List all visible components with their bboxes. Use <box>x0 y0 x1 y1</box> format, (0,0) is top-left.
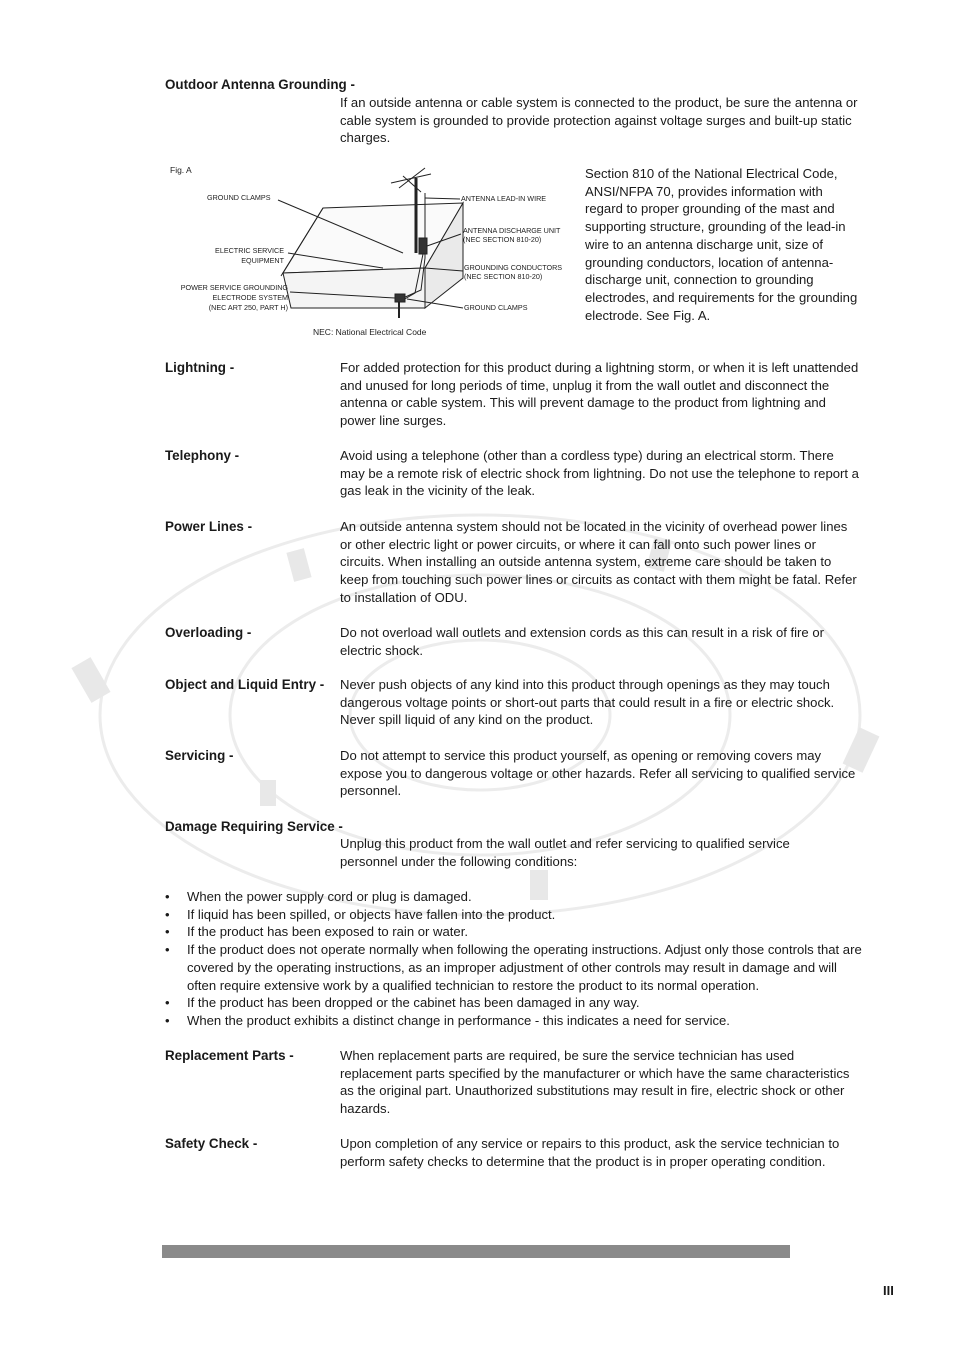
list-item: • If the product has been dropped or the cabinet has been damaged in any way. <box>165 994 865 1012</box>
footer-bar <box>162 1245 790 1258</box>
overloading-heading: Overloading - <box>165 625 252 640</box>
overloading-text: Do not overload wall outlets and extension cords as this can result in a risk of fire or electric shock. <box>340 625 824 658</box>
list-item: • If the product has been exposed to rain or water. <box>165 923 865 941</box>
label-antenna-lead: ANTENNA LEAD-IN WIRE <box>461 194 547 203</box>
damage-conditions-list <box>165 888 865 1030</box>
object-liquid-heading: Object and Liquid Entry - <box>165 677 325 692</box>
label-electric-service-2: EQUIPMENT <box>241 256 284 265</box>
safety-check-heading: Safety Check - <box>165 1136 258 1151</box>
damage-heading: Damage Requiring Service - <box>165 819 343 834</box>
label-discharge-2: (NEC SECTION 810-20) <box>463 235 542 244</box>
object-liquid-text: Never push objects of any kind into this product through openings as they may touch dangerous voltage points or short-out parts that could result in a fire or electric shock. Never spill liquid of any kind on the product. <box>340 677 835 728</box>
nec-caption: NEC: National Electrical Code <box>313 327 427 337</box>
lightning-heading: Lightning - <box>165 360 235 375</box>
damage-text: Unplug this product from the wall outlet and refer servicing to qualified service personnel under the following conditions: <box>340 836 790 869</box>
label-power-service-3: (NEC ART 250, PART H) <box>208 303 288 312</box>
telephony-heading: Telephony - <box>165 448 240 463</box>
label-discharge-1: ANTENNA DISCHARGE UNIT <box>463 226 561 235</box>
label-power-service-2: ELECTRODE SYSTEM <box>212 293 288 302</box>
antenna-grounding-diagram <box>163 158 581 344</box>
servicing-heading: Servicing - <box>165 748 234 763</box>
list-item: • When the product exhibits a distinct change in performance - this indicates a need for service. <box>165 1012 865 1030</box>
telephony-text: Avoid using a telephone (other than a cordless type) during an electrical storm. There may be a remote risk of electric shock from lightning. Do not use the telephone to report a gas leak in the vicinity of the leak. <box>340 448 859 499</box>
label-electric-service-1: ELECTRIC SERVICE <box>215 246 284 255</box>
list-item: • If the product does not operate normally when following the operating instructions. Adjust only those controls that are covered by the operating instructions, as an improper adjustment of other controls may result in damage and will often require extensive work by a qualified technician to restore the product to its normal operation. <box>165 941 865 994</box>
list-item: • If liquid has been spilled, or objects have fallen into the product. <box>165 906 865 924</box>
power-lines-text: An outside antenna system should not be located in the vicinity of overhead power lines or other electric light or power circuits, or where it can fall onto such power lines or circuits. When installing an outside antenna system, extreme care should be taken to keep from touching such power lines or circuits as contact with them might be fatal. Refer to installation of ODU. <box>340 519 857 605</box>
page-number: III <box>883 1283 894 1298</box>
replacement-parts-text: When replacement parts are required, be sure the service technician has used replacement parts specified by the manufacturer or which have the same characteristics as the original part. Unauthorized substitutions may result in fire, electric shock or other hazards. <box>340 1048 850 1117</box>
label-ground-clamps-top: GROUND CLAMPS <box>207 193 271 202</box>
figure-note: Section 810 of the National Electrical Code, ANSI/NFPA 70, provides information with regard to proper grounding of the mast and supporting structure, grounding of the lead-in wire to an antenna discharge unit, size of grounding conductors, location of antenna-discharge unit, connection to grounding electrodes, and requirements for the grounding electrode. See Fig. A. <box>585 166 858 323</box>
servicing-text: Do not attempt to service this product yourself, as opening or removing covers may expose you to dangerous voltage or other hazards. Refer all servicing to qualified service personnel. <box>340 748 856 799</box>
safety-check-text: Upon completion of any service or repairs to this product, ask the service technician to perform safety checks to determine that the product is in proper operating condition. <box>340 1136 840 1169</box>
label-ground-clamps-bottom: GROUND CLAMPS <box>464 303 528 312</box>
replacement-parts-heading: Replacement Parts - <box>165 1048 294 1063</box>
label-power-service-1: POWER SERVICE GROUNDING <box>180 283 288 292</box>
lightning-text: For added protection for this product during a lightning storm, or when it is left unattended and unused for long periods of time, unplug it from the wall outlet and disconnect the antenna or cable system. This will prevent damage to the product from lightning and power line surges. <box>340 360 859 429</box>
outdoor-antenna-text: If an outside antenna or cable system is connected to the product, be sure the antenna or cable system is grounded to provide protection against voltage surges and built-up static charges. <box>340 95 858 146</box>
label-grounding-cond-1: GROUNDING CONDUCTORS <box>464 263 563 272</box>
label-grounding-cond-2: (NEC SECTION 810-20) <box>464 272 543 281</box>
power-lines-heading: Power Lines - <box>165 519 253 534</box>
figure-label: Fig. A <box>170 165 192 175</box>
outdoor-antenna-heading: Outdoor Antenna Grounding - <box>165 77 355 92</box>
list-item: • When the power supply cord or plug is damaged. <box>165 888 865 906</box>
